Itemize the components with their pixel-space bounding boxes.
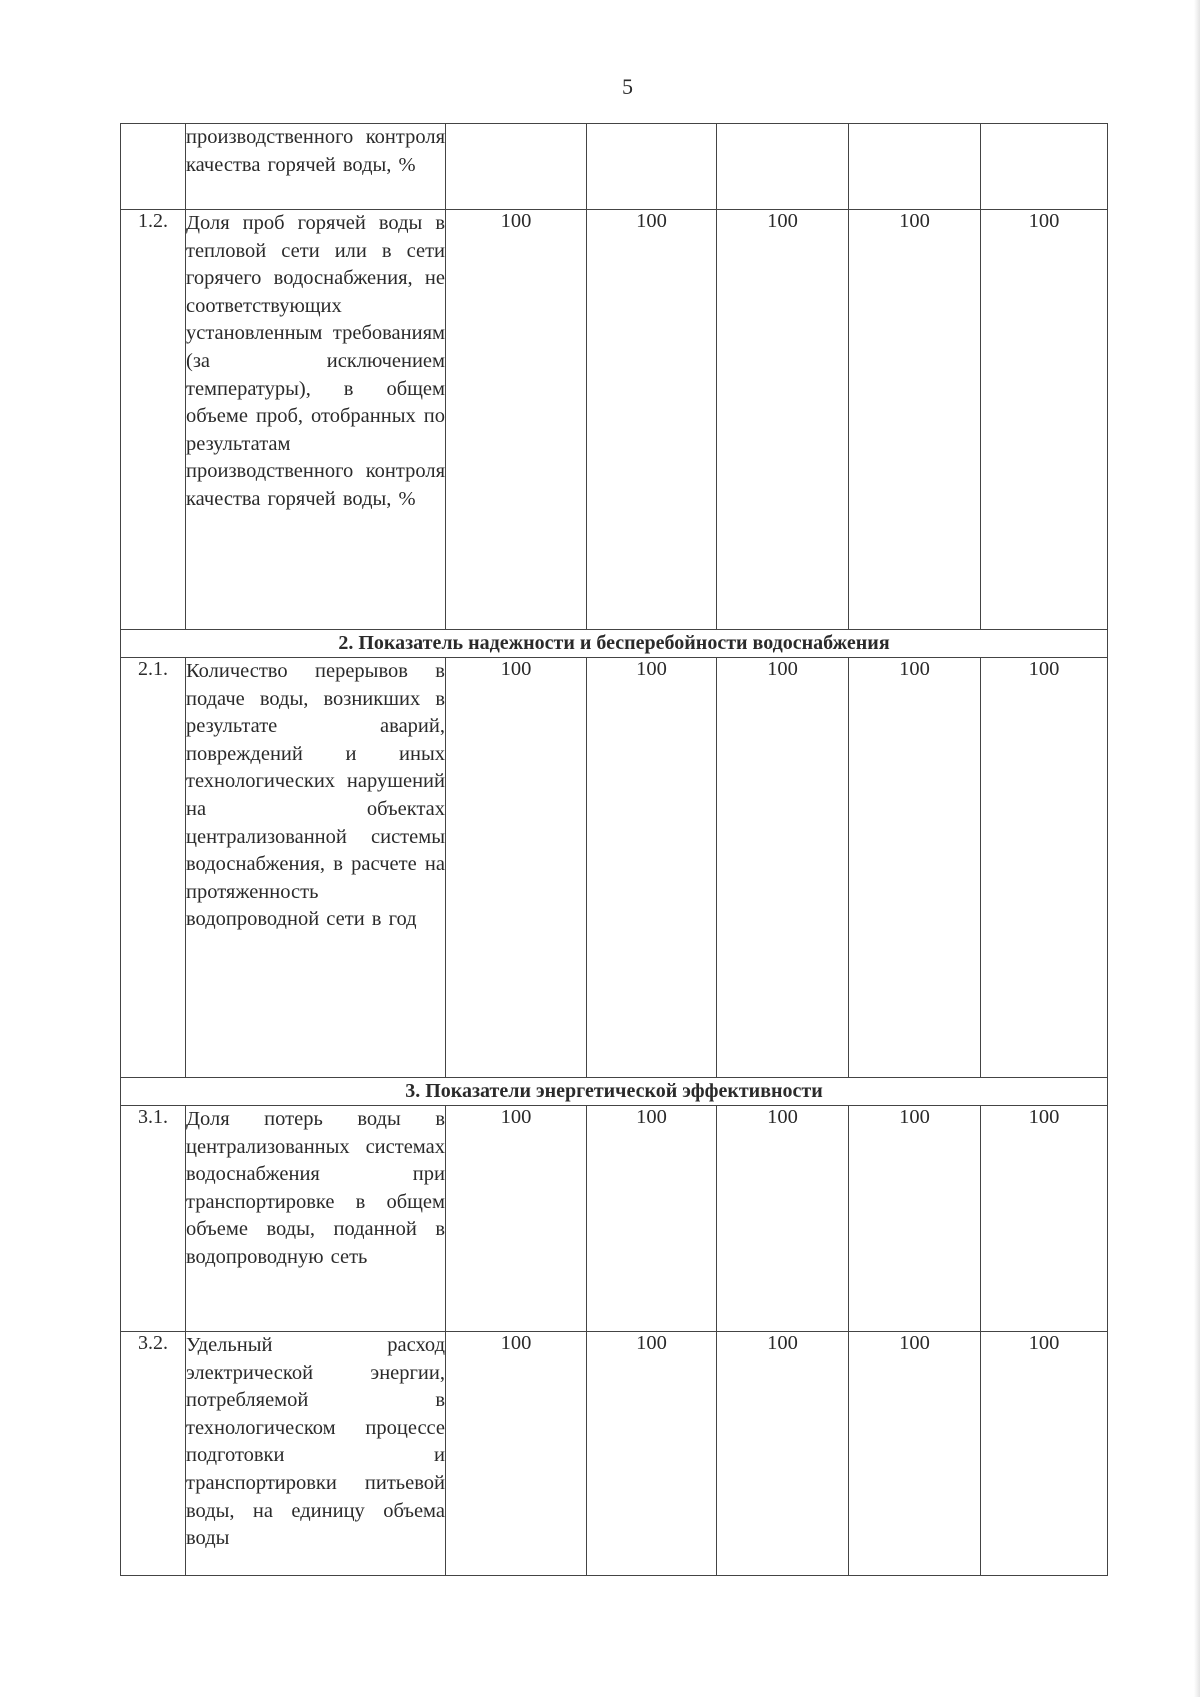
indicator-value: 100 xyxy=(849,1332,981,1576)
indicator-value: 100 xyxy=(981,658,1108,1078)
indicator-value: 100 xyxy=(849,1106,981,1332)
table-row xyxy=(121,658,1108,1078)
indicator-value xyxy=(849,124,981,210)
indicator-value: 100 xyxy=(587,658,717,1078)
indicator-value xyxy=(587,124,717,210)
indicator-value: 100 xyxy=(981,210,1108,630)
indicator-value: 100 xyxy=(587,1332,717,1576)
table-row xyxy=(121,210,1108,630)
page-edge-shadow xyxy=(1194,0,1200,1697)
indicator-description: Удельный расход электрической энергии, потребляемой в технологическом процессе подготовки и транспортировки питьевой воды, на единицу объема воды xyxy=(186,1332,446,1576)
indicator-description: Количество перерывов в подаче воды, возникших в результате аварий, повреждений и иных технологических нарушений на объектах централизованной системы водоснабжения, в расчете на протяженность водопроводной сети в год xyxy=(186,658,446,1078)
table-row xyxy=(121,124,1108,210)
table-row xyxy=(121,1106,1108,1332)
page-number: 5 xyxy=(622,74,633,99)
table-row xyxy=(121,1332,1108,1576)
indicator-description: Доля потерь воды в централизованных системах водоснабжения при транспортировке в общем объеме воды, поданной в водопроводную сеть xyxy=(186,1106,446,1332)
indicator-value: 100 xyxy=(446,1106,587,1332)
indicator-value: 100 xyxy=(981,1106,1108,1332)
indicator-value: 100 xyxy=(446,658,587,1078)
indicator-value: 100 xyxy=(717,210,849,630)
row-number: 3.1. xyxy=(121,1106,186,1332)
indicator-value xyxy=(717,124,849,210)
indicator-value: 100 xyxy=(849,210,981,630)
indicator-value: 100 xyxy=(849,658,981,1078)
indicator-value: 100 xyxy=(717,1106,849,1332)
row-number xyxy=(121,124,186,210)
section-header-row xyxy=(121,1078,1108,1106)
row-number: 2.1. xyxy=(121,658,186,1078)
section-header-row xyxy=(121,630,1108,658)
indicator-value: 100 xyxy=(717,658,849,1078)
indicators-table xyxy=(120,123,1108,1576)
row-number: 3.2. xyxy=(121,1332,186,1576)
indicator-value: 100 xyxy=(446,210,587,630)
indicator-value: 100 xyxy=(717,1332,849,1576)
indicator-value xyxy=(981,124,1108,210)
section-title: 3. Показатели энергетической эффективности xyxy=(121,1078,1108,1106)
indicator-value xyxy=(446,124,587,210)
indicator-value: 100 xyxy=(981,1332,1108,1576)
section-title: 2. Показатель надежности и бесперебойности водоснабжения xyxy=(121,630,1108,658)
indicator-value: 100 xyxy=(587,210,717,630)
indicator-value: 100 xyxy=(446,1332,587,1576)
indicator-value: 100 xyxy=(587,1106,717,1332)
row-number: 1.2. xyxy=(121,210,186,630)
indicator-description: Доля проб горячей воды в тепловой сети или в сети горячего водоснабжения, не соответствующих установленным требованиям (за исключением температуры), в общем объеме проб, отобранных по результатам производственного контроля качества горячей воды, % xyxy=(186,210,446,630)
indicator-description: производственного контроля качества горячей воды, % xyxy=(186,124,446,210)
